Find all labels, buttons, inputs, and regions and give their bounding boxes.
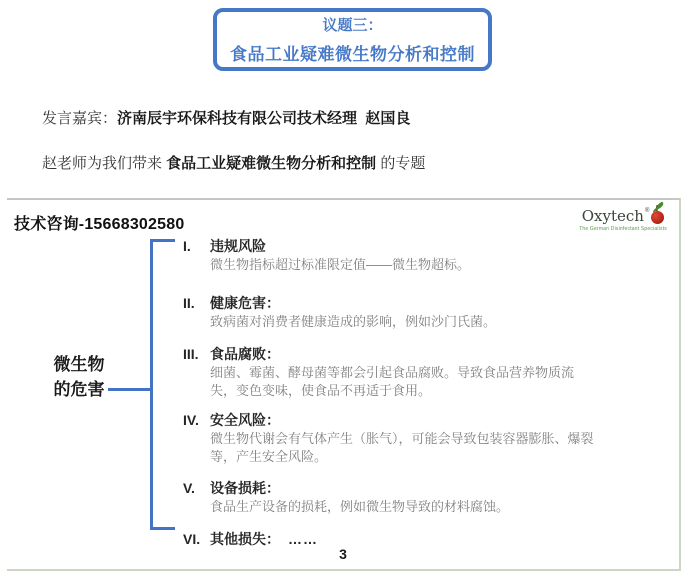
- item-desc: 细菌、霉菌、酵母菌等都会引起食品腐败。导致食品营养物质流失，变色变味，使食品不再适于食用。: [210, 365, 575, 398]
- item-title: 健康危害：: [210, 295, 280, 311]
- item-title: 安全风险：: [210, 412, 280, 428]
- item-numeral: II.: [183, 295, 195, 311]
- bracket-vertical-line: [150, 239, 153, 530]
- bracket-bottom-line: [150, 527, 175, 530]
- item-desc: ……: [288, 531, 318, 547]
- item-desc: 食品生产设备的损耗，例如微生物导致的材料腐蚀。: [210, 499, 510, 514]
- item-title: 违规风险: [210, 238, 266, 254]
- topic-intro-line: [42, 152, 425, 173]
- risk-item-safety: [183, 411, 594, 466]
- topic-intro-bold: 食品工业疑难微生物分析和控制: [166, 155, 377, 172]
- slide-image: [7, 198, 681, 571]
- speaker-line: [42, 107, 410, 128]
- speaker-name: 济南辰宇环保科技有限公司技术经理 赵国良: [117, 110, 411, 127]
- item-title: 食品腐败：: [210, 346, 280, 362]
- risk-item-health: [183, 294, 594, 331]
- item-numeral: I.: [183, 238, 191, 254]
- item-desc: 致病菌对消费者健康造成的影响，例如沙门氏菌。: [210, 314, 497, 329]
- item-title: 设备损耗：: [210, 480, 280, 496]
- item-desc: 微生物代谢会有气体产生（胀气），可能会导致包装容器膨胀、爆裂等，产生安全风险。: [210, 431, 594, 464]
- oxytech-logo: [579, 208, 667, 232]
- item-numeral: IV.: [183, 412, 199, 428]
- item-numeral: VI.: [183, 531, 201, 547]
- bracket-label-line2: 的危害: [53, 380, 105, 399]
- bracket-label-line1: 微生物: [53, 355, 105, 374]
- risk-item-spoilage: [183, 345, 594, 400]
- topic-intro-prefix: 赵老师为我们带来: [42, 155, 167, 172]
- bracket-label: [41, 352, 117, 402]
- item-title: 其他损失：: [210, 531, 280, 547]
- speaker-prefix: 发言嘉宾：: [42, 110, 118, 127]
- item-desc: 微生物指标超过标准限定值——微生物超标。: [210, 257, 471, 272]
- apple-icon: [651, 211, 664, 224]
- item-numeral: III.: [183, 346, 199, 362]
- topic-label: 议题三：: [322, 17, 383, 34]
- logo-tagline: The German Disinfectant Specialists: [579, 226, 667, 232]
- bracket-connector-line: [108, 388, 150, 391]
- contact-line: 技术咨询-15668302580: [14, 216, 185, 233]
- risk-item-equipment: [183, 479, 594, 516]
- bracket-top-line: [150, 239, 175, 242]
- item-numeral: V.: [183, 480, 195, 496]
- logo-row: [579, 208, 667, 224]
- topic-title: 食品工业疑难微生物分析和控制: [230, 45, 475, 64]
- risk-item-violation: [183, 237, 594, 274]
- logo-text: Oxytech: [581, 207, 644, 225]
- topic-title-box: [213, 8, 492, 71]
- topic-intro-suffix: 的专题: [376, 155, 426, 172]
- page-number: 3: [339, 546, 347, 562]
- registered-mark: ®: [644, 208, 650, 214]
